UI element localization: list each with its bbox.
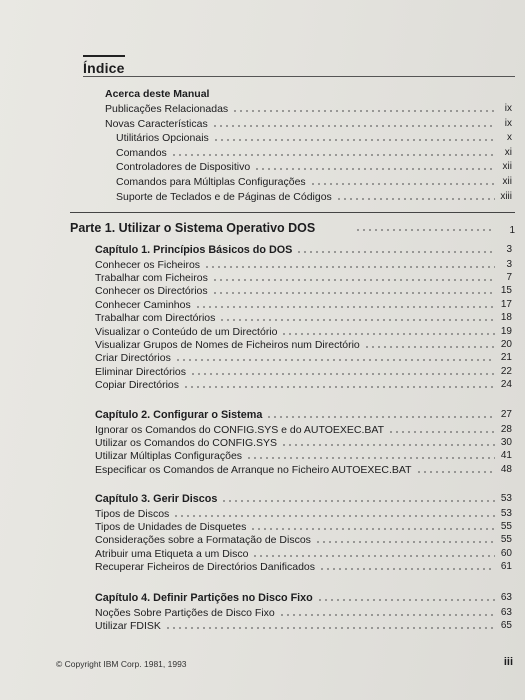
dot-leader: [388, 431, 495, 433]
entry-page-number: 53: [500, 507, 512, 519]
dot-leader: [171, 154, 495, 156]
entry-label: Comandos: [116, 146, 167, 159]
toc-chapter-entry[interactable]: [0, 591, 525, 605]
entry-page-number: 20: [500, 338, 512, 350]
entry-page-number: 55: [500, 534, 512, 546]
entry-label: Atribuir uma Etiqueta a um Disco: [95, 547, 249, 560]
entry-page-number: 30: [500, 436, 512, 448]
entry-label: Controladores de Dispositivo: [116, 161, 251, 174]
entry-page-number: xi: [504, 146, 512, 158]
toc-entry[interactable]: [0, 87, 525, 101]
entry-label: Recuperar Ficheiros de Directórios Danificados: [95, 561, 316, 574]
part-divider: [70, 212, 515, 213]
entry-page-number: 60: [500, 547, 512, 559]
dot-leader: [315, 541, 495, 543]
entry-page-number: 19: [500, 325, 512, 337]
toc-entry[interactable]: [0, 325, 525, 339]
toc-entry[interactable]: [0, 463, 525, 477]
entry-page-number: 41: [500, 450, 512, 462]
dot-leader: [279, 614, 495, 616]
entry-label: Conhecer Caminhos: [95, 298, 191, 311]
entry-page-number: 3: [506, 244, 512, 255]
part-page-number: 1: [509, 225, 515, 236]
entry-label: Trabalhar com Ficheiros: [95, 271, 208, 284]
dot-leader: [336, 198, 495, 200]
entry-label: Tipos de Unidades de Disquetes: [95, 520, 247, 533]
entry-page-number: 27: [500, 409, 512, 420]
entry-label: Eliminar Directórios: [95, 365, 187, 378]
dot-leader: [254, 168, 495, 170]
dot-leader: [173, 515, 495, 517]
entry-label: Publicações Relacionadas: [105, 103, 229, 115]
entry-label: Utilizar FDISK: [95, 619, 161, 632]
toc-entry[interactable]: [0, 298, 525, 312]
entry-label: Suporte de Teclados e de Páginas de Códigos: [116, 190, 332, 203]
toc-entry[interactable]: [0, 271, 525, 285]
dot-leader: [213, 139, 495, 141]
entry-label: Utilizar Múltiplas Configurações: [95, 450, 243, 463]
dot-leader: [266, 416, 495, 418]
toc-entry[interactable]: [0, 160, 525, 174]
entry-label: Noções Sobre Partições de Disco Fixo: [95, 606, 275, 619]
dot-leader: [281, 444, 495, 446]
entry-label: Trabalhar com Directórios: [95, 312, 216, 325]
toc-entry[interactable]: [0, 606, 525, 620]
entry-page-number: 3: [506, 258, 512, 270]
toc-entry[interactable]: [0, 533, 525, 547]
entry-label: Capítulo 2. Configurar o Sistema: [95, 409, 263, 421]
entry-page-number: xii: [502, 161, 512, 173]
toc-entry[interactable]: [0, 423, 525, 437]
entry-label: Comandos para Múltiplas Configurações: [116, 176, 306, 188]
dot-leader: [232, 110, 495, 112]
entry-label: Capítulo 3. Gerir Discos: [95, 493, 218, 505]
entry-page-number: 15: [500, 285, 512, 297]
entry-label: Tipos de Discos: [95, 507, 170, 520]
dot-leader: [246, 457, 495, 459]
entry-label: Conhecer os Ficheiros: [95, 258, 201, 271]
toc-entry[interactable]: [0, 146, 525, 160]
entry-page-number: 18: [500, 312, 512, 324]
toc-entry[interactable]: [0, 365, 525, 379]
toc-chapter-entry[interactable]: [0, 408, 525, 422]
dot-leader: [310, 183, 495, 185]
toc-chapter-entry[interactable]: [0, 492, 525, 506]
entry-page-number: 48: [500, 463, 512, 475]
dot-leader: [212, 279, 495, 281]
dot-leader: [416, 471, 495, 473]
entry-page-number: 22: [500, 365, 512, 377]
entry-page-number: 21: [500, 352, 512, 364]
entry-page-number: 65: [500, 619, 512, 631]
entry-label: Considerações sobre a Formatação de Discos: [95, 534, 311, 547]
toc-entry[interactable]: [0, 102, 525, 116]
entry-label: Utilizar os Comandos do CONFIG.SYS: [95, 436, 278, 449]
dot-leader: [175, 359, 495, 361]
toc-entry[interactable]: [0, 175, 525, 189]
dot-leader: [221, 500, 495, 502]
entry-page-number: 17: [500, 298, 512, 310]
toc-entry[interactable]: [0, 131, 525, 145]
entry-label: Acerca deste Manual: [105, 88, 210, 100]
toc-chapter-entry[interactable]: [0, 243, 525, 257]
part-title: Parte 1. Utilizar o Sistema Operativo DOS: [70, 221, 316, 235]
toc-entry[interactable]: [0, 338, 525, 352]
entry-label: Especificar os Comandos de Arranque no Ficheiro AUTOEXEC.BAT: [95, 463, 412, 476]
dot-leader: [190, 373, 495, 375]
entry-page-number: 24: [500, 379, 512, 391]
entry-page-number: 63: [500, 606, 512, 618]
toc-part-entry[interactable]: [70, 219, 515, 237]
entry-label: Novas Características: [105, 117, 208, 130]
toc-entry[interactable]: [0, 560, 525, 574]
toc-entry[interactable]: [0, 507, 525, 521]
entry-label: Utilitários Opcionais: [116, 132, 209, 145]
toc-entry[interactable]: [0, 449, 525, 463]
dot-leader: [195, 306, 495, 308]
toc-entry[interactable]: [0, 284, 525, 298]
toc-entry[interactable]: [0, 619, 525, 633]
dot-leader: [319, 568, 495, 570]
dot-leader: [165, 627, 495, 629]
toc-entry[interactable]: [0, 311, 525, 325]
dot-leader: [212, 125, 495, 127]
entry-label: Visualizar o Conteúdo de um Directório: [95, 325, 278, 338]
dot-leader: [296, 251, 495, 253]
entry-page-number: ix: [504, 103, 512, 114]
toc-entry[interactable]: [0, 520, 525, 534]
entry-page-number: 63: [500, 592, 512, 603]
copyright-notice: © Copyright IBM Corp. 1981, 1993: [56, 659, 187, 669]
toc-entry[interactable]: [0, 351, 525, 365]
entry-page-number: ix: [504, 117, 512, 129]
toc-entry[interactable]: [0, 190, 525, 204]
entry-label: Visualizar Grupos de Nomes de Ficheiros num Directório: [95, 338, 360, 351]
entry-page-number: 7: [506, 271, 512, 283]
entry-page-number: 61: [500, 561, 512, 573]
page-number: iii: [503, 656, 513, 668]
dot-leader: [355, 229, 495, 231]
entry-label: Copiar Directórios: [95, 379, 180, 392]
entry-label: Ignorar os Comandos do CONFIG.SYS e do AUTOEXEC.BAT: [95, 423, 385, 436]
toc-entry[interactable]: [0, 117, 525, 131]
dot-leader: [219, 319, 495, 321]
dot-leader: [183, 386, 495, 388]
dot-leader: [317, 599, 495, 601]
toc-entry[interactable]: [0, 378, 525, 392]
entry-page-number: x: [507, 132, 512, 144]
header-rule: [83, 55, 125, 57]
title-divider: [83, 76, 515, 77]
dot-leader: [252, 555, 495, 557]
entry-page-number: 53: [500, 493, 512, 504]
dot-leader: [204, 266, 495, 268]
entry-label: Criar Directórios: [95, 352, 171, 365]
page-title: Índice: [83, 60, 125, 76]
dot-leader: [364, 346, 495, 348]
toc-entry[interactable]: [0, 436, 525, 450]
dot-leader: [250, 528, 495, 530]
entry-page-number: xii: [502, 176, 512, 187]
dot-leader: [212, 292, 495, 294]
toc-entry[interactable]: [0, 258, 525, 272]
toc-entry[interactable]: [0, 547, 525, 561]
dot-leader: [281, 333, 495, 335]
entry-label: Capítulo 4. Definir Partições no Disco Fixo: [95, 592, 313, 604]
entry-page-number: 28: [500, 423, 512, 435]
entry-label: Conhecer os Directórios: [95, 285, 208, 298]
entry-page-number: xiii: [500, 190, 512, 202]
entry-label: Capítulo 1. Princípios Básicos do DOS: [95, 244, 293, 256]
entry-page-number: 55: [500, 520, 512, 532]
